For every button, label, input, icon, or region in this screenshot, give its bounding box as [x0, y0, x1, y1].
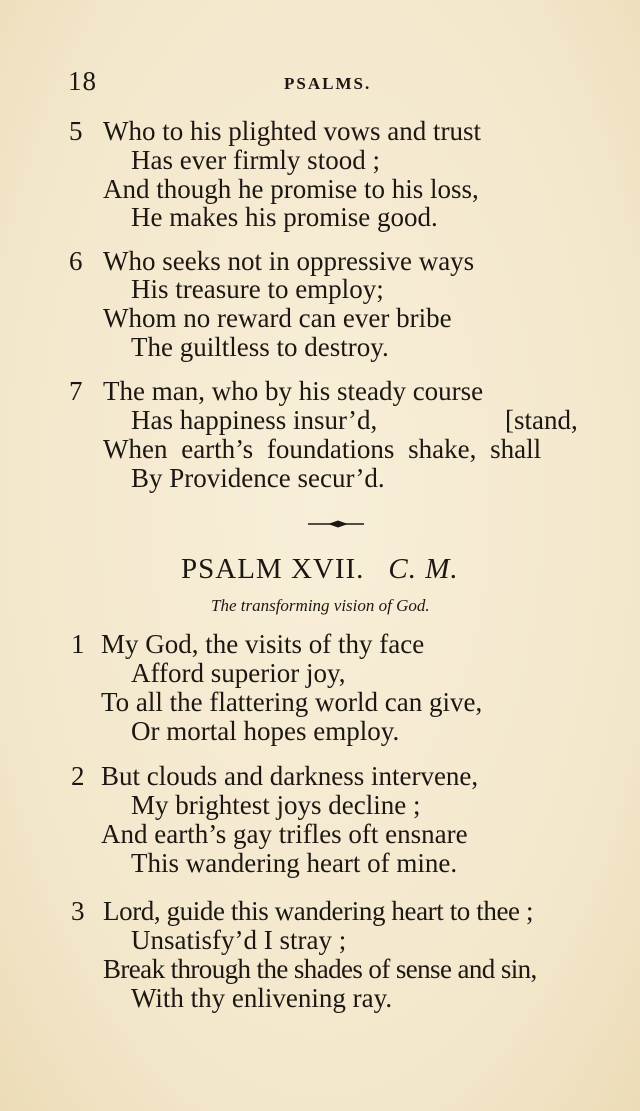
verse-line: When earth’s foundations shake, shall	[103, 434, 542, 464]
verse-line: To all the flattering world can give,	[101, 687, 483, 717]
psalm-heading	[181, 553, 459, 586]
verse-line-turnover: [stand,	[505, 405, 578, 435]
verse-number: 1	[71, 629, 85, 659]
verse-line: Has happiness insur’d,	[131, 405, 378, 435]
verse-line: His treasure to employ;	[131, 274, 384, 304]
psalm-subtitle: The transforming vision of God.	[211, 596, 430, 615]
page-number: 18	[68, 66, 97, 96]
verse-line: Afford superior joy,	[131, 658, 346, 688]
verse-line: But clouds and darkness intervene,	[101, 761, 479, 791]
verse-line: Who seeks not in oppressive ways	[103, 246, 475, 276]
verse-line: Has ever firmly stood ;	[131, 145, 380, 175]
verse-line: Who to his plighted vows and trust	[103, 116, 481, 146]
verse-number: 2	[71, 761, 85, 791]
psalm-title: PSALM XVII.	[181, 553, 365, 585]
verse-line: And earth’s gay trifles oft ensnare	[101, 819, 468, 849]
verse-line: Lord, guide this wandering heart to thee ;	[103, 896, 534, 926]
verse-line: My brightest joys decline ;	[131, 790, 421, 820]
verse-line: With thy enlivening ray.	[131, 983, 393, 1013]
verse-number: 6	[69, 246, 83, 276]
verse-line: The man, who by his steady course	[103, 376, 484, 406]
verse-line: The guiltless to destroy.	[131, 332, 389, 362]
verse-number: 7	[69, 376, 83, 406]
verse-line: Or mortal hopes employ.	[131, 716, 400, 746]
psalm-meter: C. M.	[388, 553, 459, 585]
verse-number: 3	[71, 896, 85, 926]
verse-line: This wandering heart of mine.	[131, 848, 458, 878]
ornament-divider	[306, 519, 366, 529]
verse-line: Unsatisfy’d I stray ;	[131, 925, 347, 955]
verse-line: Break through the shades of sense and sin,	[103, 954, 537, 984]
verse-line: My God, the visits of thy face	[101, 629, 425, 659]
running-title: PSALMS.	[284, 74, 372, 93]
verse-line: He makes his promise good.	[131, 202, 438, 232]
verse-number: 5	[69, 116, 83, 146]
verse-line: Whom no reward can ever bribe	[103, 303, 452, 333]
verse-line: By Providence secur’d.	[131, 463, 385, 493]
verse-line: And though he promise to his loss,	[103, 174, 479, 204]
